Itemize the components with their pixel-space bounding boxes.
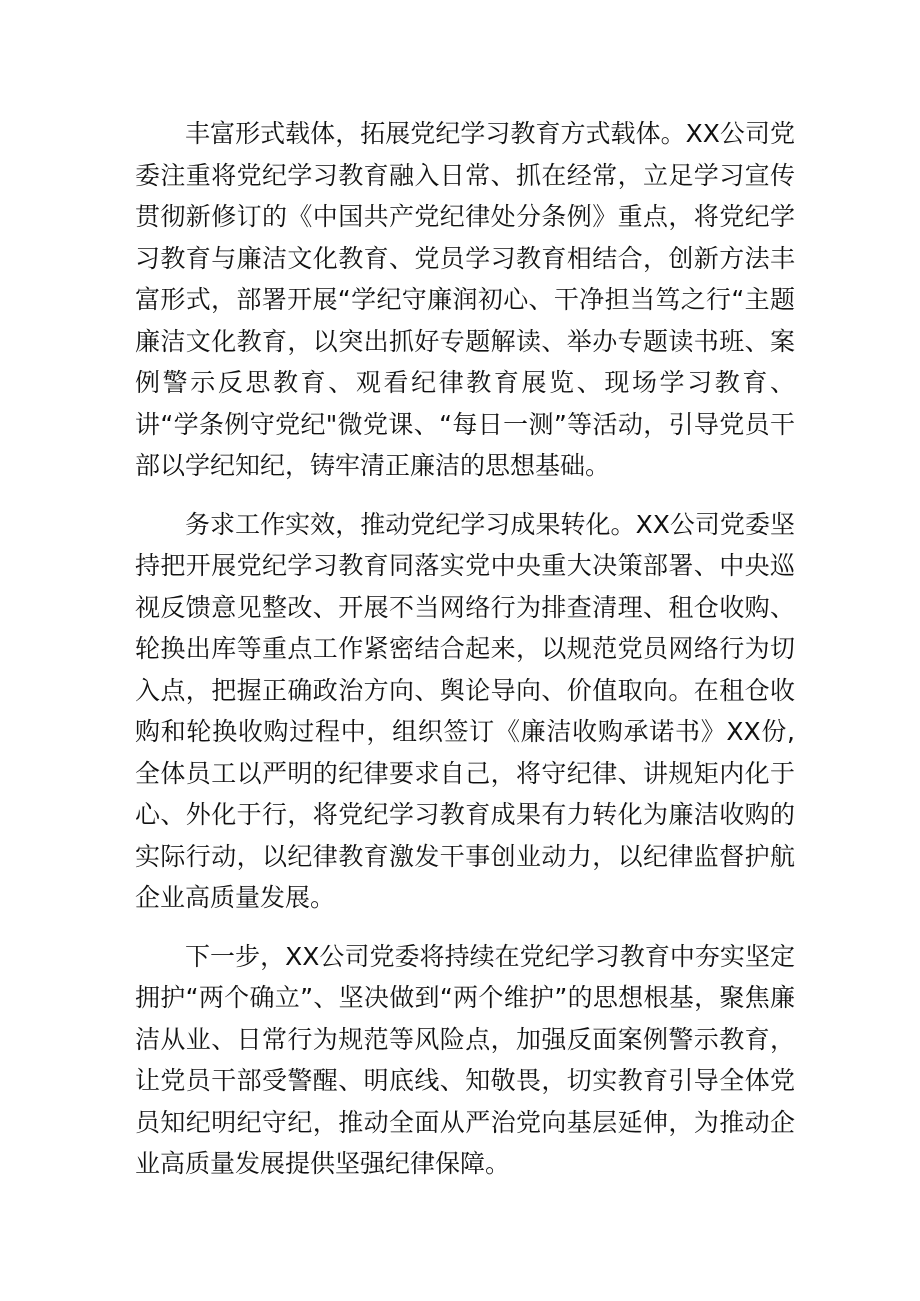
document-body [135,113,795,1185]
paragraph-work-results: 务求工作实效，推动党纪学习成果转化。XX公司党委坚持把开展党纪学习教育同落实党中央重大决策部署、中央巡视反馈意见整改、开展不当网络行为排查清理、租仓收购、轮换出库等重点工作紧密结合起来，以规范党员网络行为切入点，把握正确政治方向、舆论导向、价值取向。在租仓收购和轮换收购过程中，组织签订《廉洁收购承诺书》XX份,全体员工以严明的纪律要求自己，将守纪律、讲规矩内化于心、外化于行，将党纪学习教育成果有力转化为廉洁收购的实际行动，以纪律教育激发干事创业动力，以纪律监督护航企业高质量发展。 [135,509,795,912]
paragraph-next-steps: 下一步，XX公司党委将持续在党纪学习教育中夯实坚定拥护“两个确立”、坚决做到“两个维护”的思想根基，聚焦廉洁从业、日常行为规范等风险点，加强反面案例警示教育，让党员干部受警醒、明底线、知敬畏，切实教育引导全体党员知纪明纪守纪，推动全面从严治党向基层延伸，为推动企业高质量发展提供坚强纪律保障。 [135,941,795,1178]
paragraph-form-carriers: 丰富形式载体，拓展党纪学习教育方式载体。XX公司党委注重将党纪学习教育融入日常、抓在经常，立足学习宣传贯彻新修订的《中国共产党纪律处分条例》重点，将党纪学习教育与廉洁文化教育、党员学习教育相结合，创新方法丰富形式，部署开展“学纪守廉润初心、干净担当笃之行“主题廉洁文化教育，以突出抓好专题解读、举办专题读书班、案例警示反思教育、观看纪律教育展览、现场学习教育、讲“学条例守党纪"微党课、“每日一测”等活动，引导党员干部以学纪知纪，铸牢清正廉洁的思想基础。 [135,119,795,480]
